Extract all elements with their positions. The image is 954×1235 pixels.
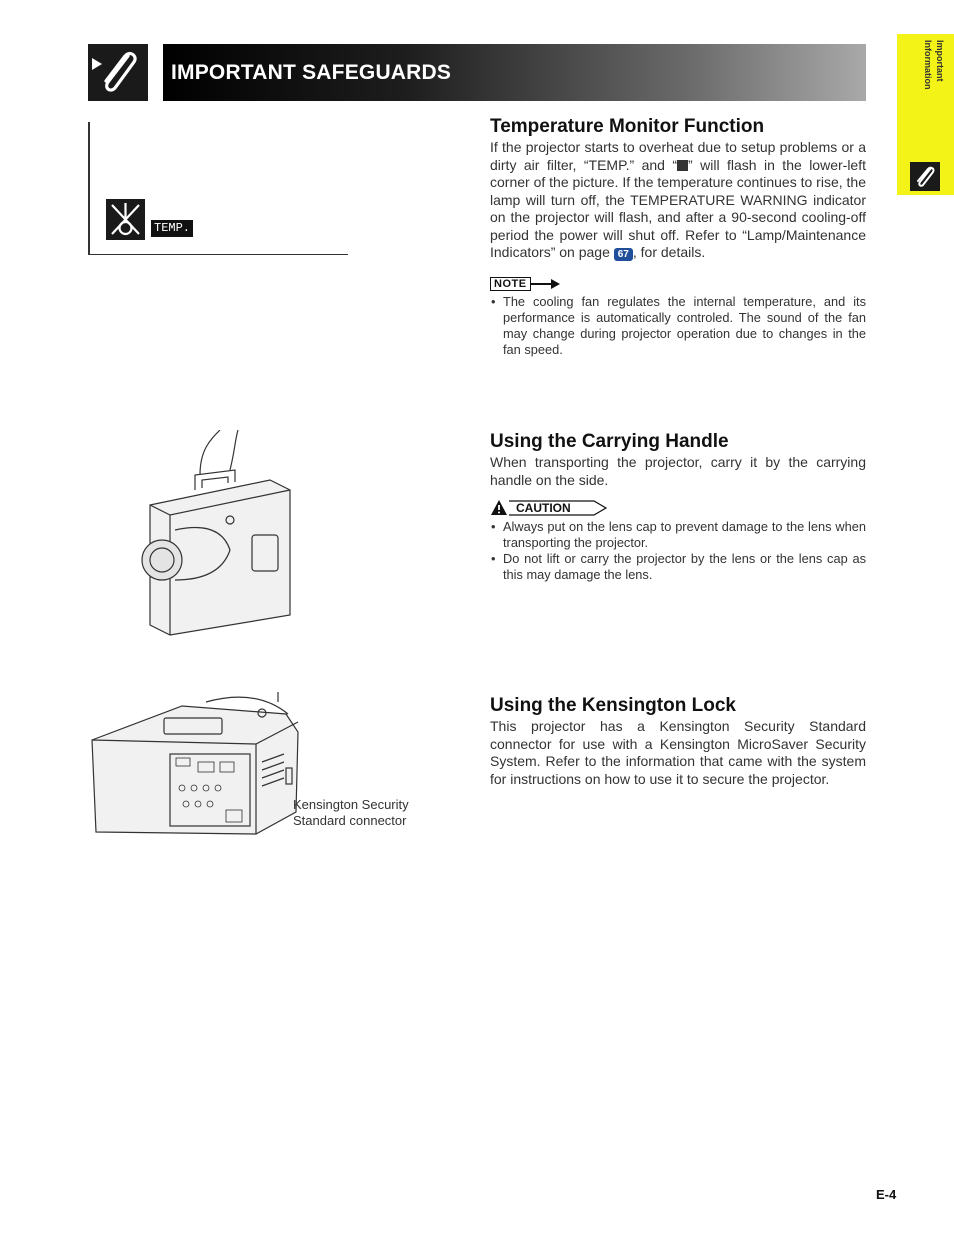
note-badge bbox=[490, 276, 866, 292]
temperature-title: Temperature Monitor Function bbox=[490, 116, 765, 137]
handle-section bbox=[490, 431, 866, 583]
side-tab bbox=[897, 34, 954, 195]
note-arrow-icon bbox=[551, 279, 560, 289]
note-label: NOTE bbox=[490, 277, 531, 291]
kensington-title: Using the Kensington Lock bbox=[490, 695, 736, 716]
temperature-body-part1: If the projector starts to overheat due to setup problems or a dirty air filter, “TEMP.” and “ bbox=[490, 139, 866, 173]
callout-line1: Kensington Security bbox=[293, 797, 409, 812]
temperature-body-part3: , for details. bbox=[632, 244, 706, 260]
carrying-handle-illustration bbox=[140, 430, 310, 640]
page-title: IMPORTANT SAFEGUARDS bbox=[171, 61, 452, 84]
kensington-section bbox=[490, 695, 866, 788]
list-item: • Always put on the lens cap to prevent damage to the lens when transporting the projector. bbox=[490, 519, 866, 551]
side-tab-line1: Important bbox=[935, 40, 945, 82]
page-reference-link[interactable]: 67 bbox=[614, 248, 633, 261]
panel-frame-bottom bbox=[88, 254, 348, 255]
list-item: • The cooling fan regulates the internal temperature, and its performance is automatically controled. The sound of the fan may change during projector operation due to changes in the fan speed. bbox=[490, 294, 866, 358]
temperature-body bbox=[490, 139, 866, 262]
note-line bbox=[530, 283, 552, 285]
caution-badge bbox=[490, 499, 866, 517]
note-list bbox=[490, 294, 866, 358]
callout-line2: Standard connector bbox=[293, 813, 407, 828]
temperature-body-part2: ” will flash in the lower-left corner of the picture. If the temperature continues to rise, the lamp will turn off, the TEMPERATURE WARNING indicator on the projector will flash, and after a 90-second cooling-off period the power will shut off. Refer to “Lamp/Maintenance Indicators” on page bbox=[490, 156, 866, 260]
temperature-warning-icon bbox=[106, 199, 145, 240]
page-number: E-4 bbox=[876, 1187, 897, 1202]
paperclip-icon bbox=[88, 44, 148, 101]
caution-label: CAUTION bbox=[516, 501, 571, 515]
handle-title: Using the Carrying Handle bbox=[490, 431, 729, 452]
caution-list bbox=[490, 519, 866, 583]
kensington-body: This projector has a Kensington Security Standard connector for use with a Kensington MicroSaver Security System. Refer to the information that came with the system for instructions on how to use it to secure the projector. bbox=[490, 718, 866, 787]
temperature-warning-icon bbox=[677, 160, 688, 171]
temperature-section bbox=[490, 116, 866, 358]
list-item: • Do not lift or carry the projector by the lens or the lens cap as this may damage the lens. bbox=[490, 551, 866, 583]
side-tab-line2: Information bbox=[923, 40, 933, 90]
kensington-lock-illustration bbox=[86, 692, 306, 840]
kensington-connector-callout bbox=[293, 797, 409, 829]
handle-body: When transporting the projector, carry it by the carrying handle on the side. bbox=[490, 454, 866, 488]
side-tab-label bbox=[906, 40, 946, 150]
panel-frame-left bbox=[88, 122, 90, 255]
paperclip-icon bbox=[910, 162, 940, 191]
header-bar bbox=[163, 44, 866, 101]
temp-osd-label: TEMP. bbox=[151, 220, 193, 237]
